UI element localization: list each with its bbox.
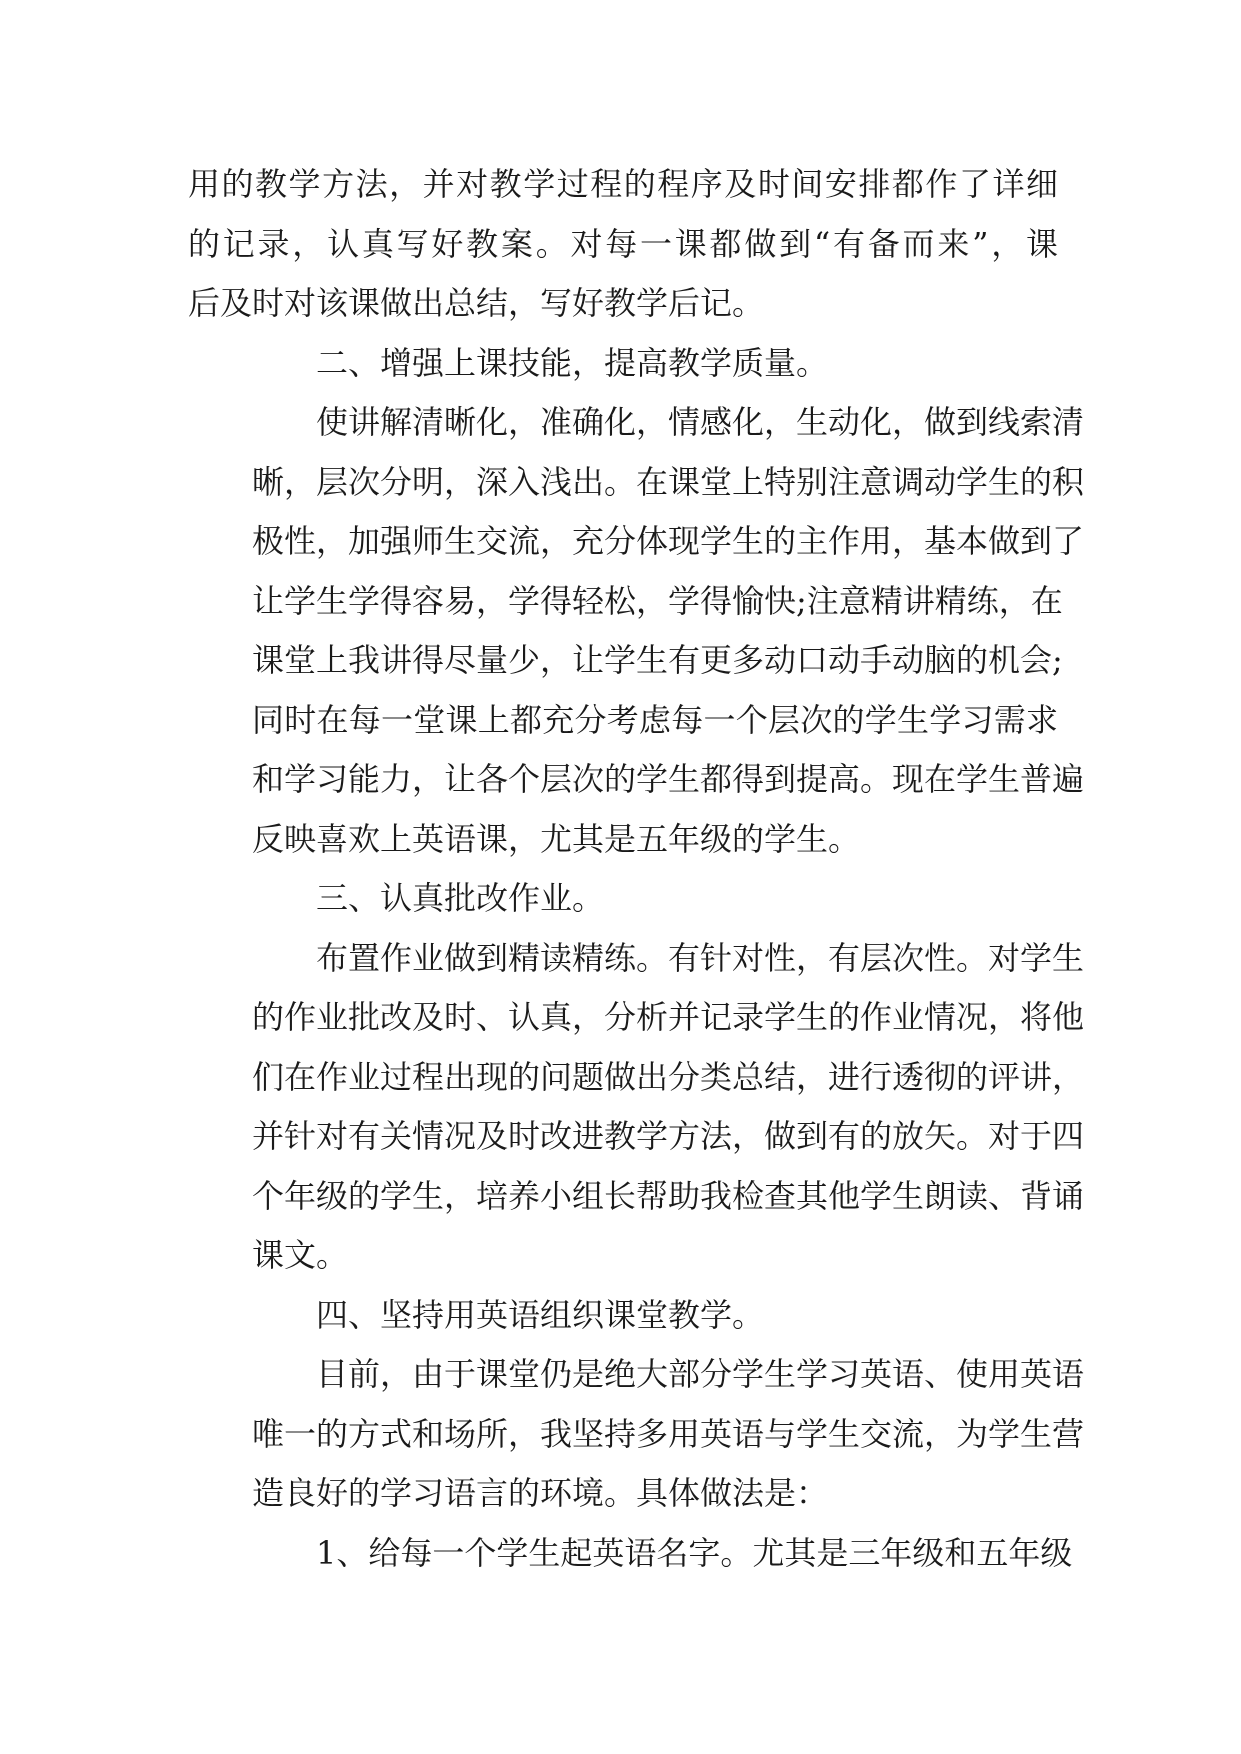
text-line: 课堂上我讲得尽量少，让学生有更多动口动手动脑的机会; [252, 641, 1063, 679]
text-line: 后及时对该课做出总结，写好教学后记。 [188, 284, 765, 322]
text-line: 并针对有关情况及时改进教学方法，做到有的放矢。对于四 [252, 1117, 1085, 1155]
text-line: 目前，由于课堂仍是绝大部分学生学习英语、使用英语 [316, 1355, 1085, 1393]
paragraph [188, 1524, 1073, 1584]
text-line: 和学习能力，让各个层次的学生都得到提高。现在学生普遍 [252, 760, 1085, 798]
text-line: 造良好的学习语言的环境。具体做法是： [252, 1474, 829, 1512]
text-line: 们在作业过程出现的问题做出分类总结，进行透彻的评讲， [252, 1057, 1085, 1096]
text-line: 晰，层次分明，深入浅出。在课堂上特别注意调动学生的积 [252, 462, 1085, 501]
paragraph [188, 155, 1058, 334]
section-heading [188, 334, 1058, 394]
document-body [188, 155, 1085, 1583]
text-line: 同时在每一堂课上都充分考虑每一个层次的学生学习需求 [252, 700, 1058, 739]
text-line: 极性，加强师生交流，充分体现学生的主作用，基本做到了 [252, 522, 1085, 560]
section-heading [188, 869, 1058, 929]
text-line: 让学生学得容易，学得轻松，学得愉快;注意精讲精练，在 [252, 581, 1063, 620]
text-line: 的作业批改及时、认真，分析并记录学生的作业情况，将他 [252, 998, 1085, 1036]
text-line: 四、坚持用英语组织课堂教学。 [316, 1295, 765, 1334]
text-line: 唯一的方式和场所，我坚持多用英语与学生交流，为学生营 [252, 1414, 1085, 1453]
paragraph [188, 1345, 1085, 1524]
text-line: 的记录，认真写好教案。对每一课都做到“有备而来”，课 [188, 224, 1058, 263]
section-heading [188, 1286, 1058, 1346]
text-line: 反映喜欢上英语课，尤其是五年级的学生。 [252, 819, 861, 858]
text-line: 布置作业做到精读精练。有针对性，有层次性。对学生 [316, 938, 1085, 977]
paragraph [188, 393, 1085, 869]
paragraph [188, 929, 1085, 1286]
text-line: 使讲解清晰化，准确化，情感化，生动化，做到线索清 [316, 403, 1085, 441]
text-line: 个年级的学生，培养小组长帮助我检查其他学生朗读、背诵 [252, 1176, 1085, 1215]
text-line: 用的教学方法，并对教学过程的程序及时间安排都作了详细 [188, 165, 1058, 203]
text-line: 二、增强上课技能，提高教学质量。 [316, 343, 829, 382]
text-line: 1、给每一个学生起英语名字。尤其是三年级和五年级 [316, 1533, 1073, 1572]
text-line: 课文。 [252, 1236, 349, 1274]
text-line: 三、认真批改作业。 [316, 879, 605, 917]
